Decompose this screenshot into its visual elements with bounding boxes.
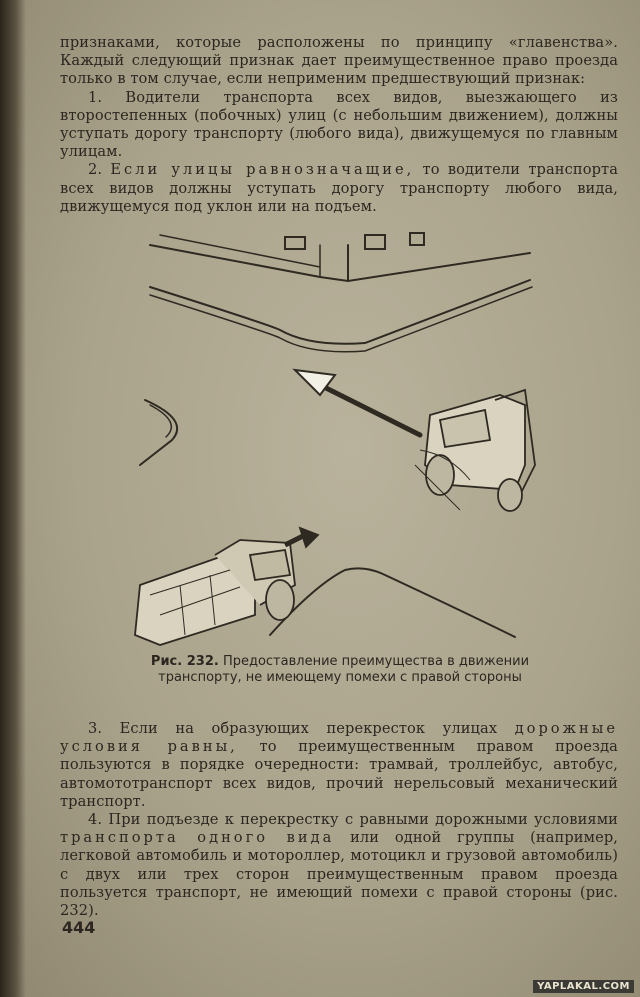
paragraph-rule-2: 2. Если улицы равнозначащие, то водители транспорта всех видов должны уступать дорогу транспорту любого вида, движущемуся под уклон или на подъем. (60, 161, 618, 215)
figure-caption-text: Предоставление преимущества в движении транспорту, не имеющему помехи с правой стороны (158, 654, 530, 685)
watermark: YAPLAKAL.COM (533, 980, 634, 993)
figure-caption (110, 654, 570, 686)
building-window (285, 237, 305, 249)
curb-top (150, 280, 530, 344)
paragraph-intro: признаками, которые расположены по принципу «главенства». Каждый следующий признак дает преимущественное право проезда только в том случае, если неприменим предшествующий признак: (60, 34, 618, 88)
book-spine-shadow (0, 0, 26, 997)
paragraph-rule-4-start: 4. При подъезде к перекрестку с равными дорожными условиями (88, 811, 618, 829)
truck-top (415, 390, 535, 511)
text-block-bottom (60, 720, 618, 920)
building-window (365, 235, 385, 249)
paragraph-rule-3-start: 3. Если на образующих перекресток улицах (88, 720, 515, 737)
paragraph-rule-3-rest: то преимущественным правом проезда пользуются в порядке очередности: трамвай, троллейбус, автобус, автомототранспорт всех видов, прочий нерельсовый механический транспорт. (60, 738, 618, 810)
building-window (410, 233, 424, 245)
text-block-top (60, 34, 618, 216)
paragraph-rule-4 (60, 811, 618, 920)
direction-arrow (320, 385, 420, 435)
paragraph-rule-3 (60, 720, 618, 811)
intersection-figure (120, 225, 620, 650)
truck-bottom (135, 528, 318, 645)
page-number: 444 (62, 918, 96, 937)
spaced-emphasis-same-type: транспорта одного вида (60, 829, 335, 847)
paragraph-rule-2-rest: то водители транспорта всех видов должны уступать дорогу транспорту любого вида, движущемуся под уклон или на подъем. (60, 161, 618, 215)
spaced-emphasis-equal-streets: Если улицы равнозначащие, (110, 161, 415, 179)
building-edge (150, 245, 530, 281)
spaced-emphasis-road-conditions: дорожные условия равны, (60, 720, 618, 756)
paragraph-rule-4-rest: или одной группы (например, легковой автомобиль и мотороллер, мотоцикл и грузовой автомобиль) с двух или трех сторон преимущественным правом проезда пользуется транспорт, не имеющий помехи с правой стороны (рис. 232). (60, 829, 618, 920)
curb-bottom (270, 568, 515, 637)
paragraph-rule-1: 1. Водители транспорта всех видов, выезжающего из второстепенных (побочных) улиц (с небольшим движением), должны уступать дорогу транспорту (любого вида), движущемуся по главным улицам. (60, 88, 618, 161)
figure-caption-label: Рис. 232. (150, 654, 219, 669)
